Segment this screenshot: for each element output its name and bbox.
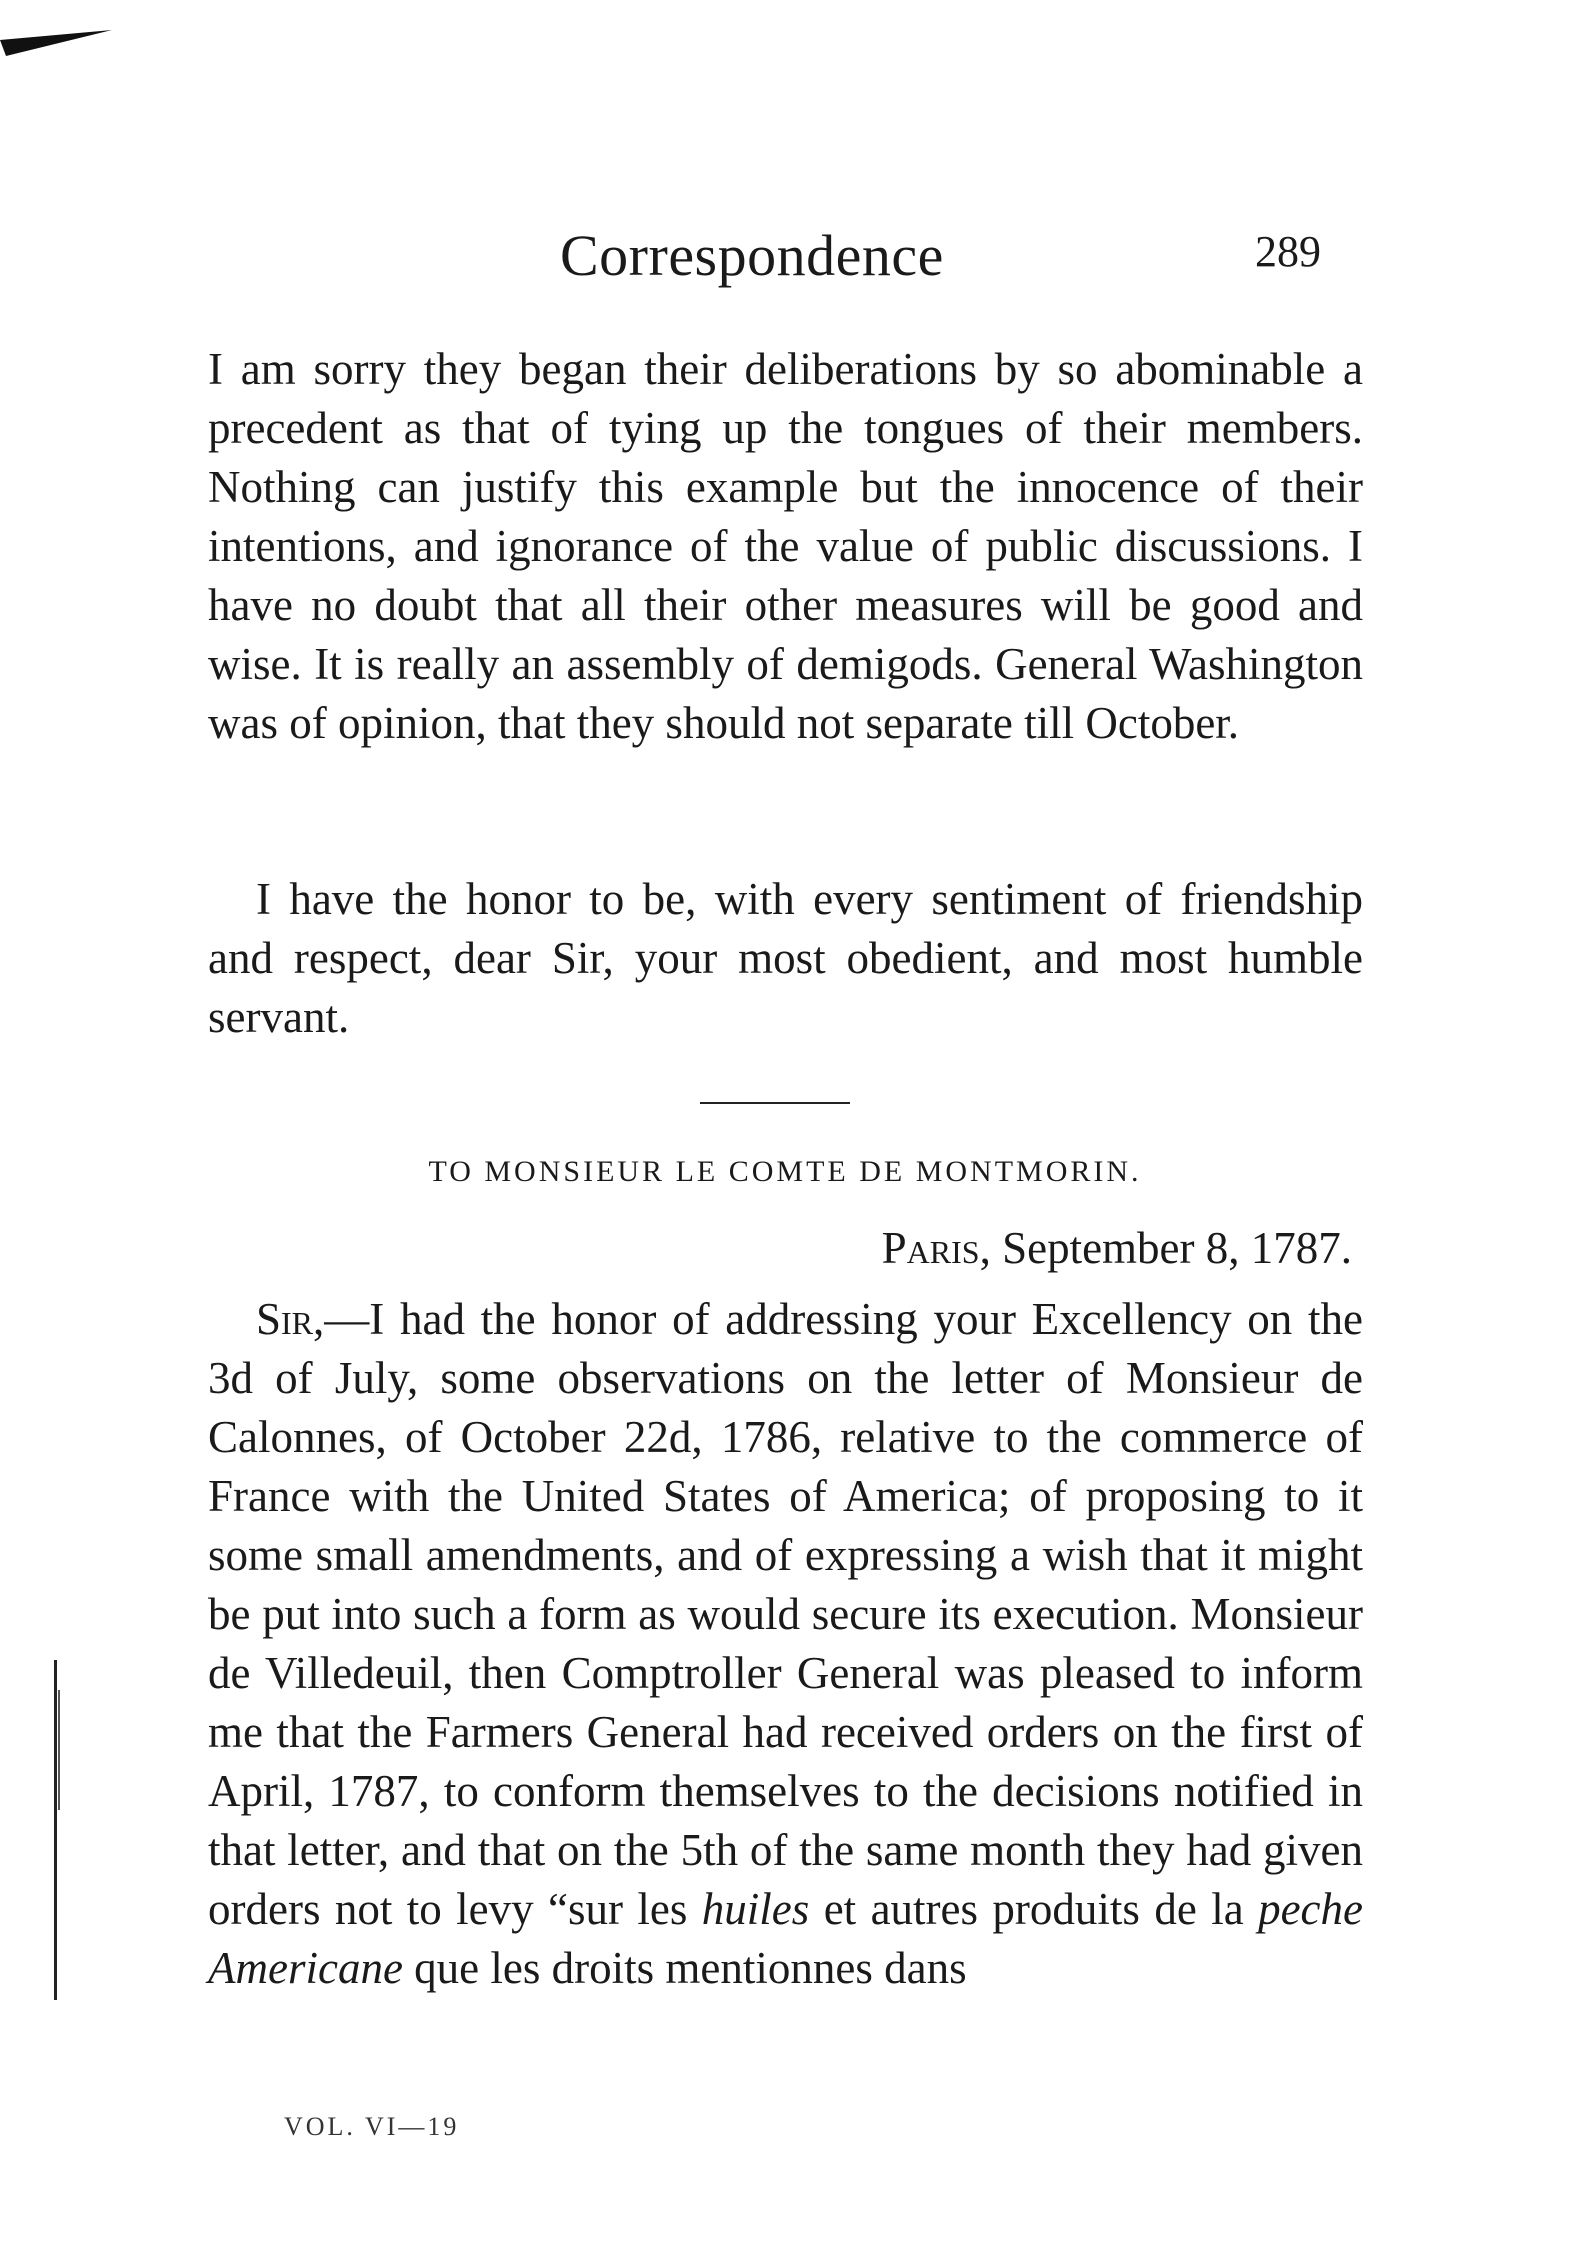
signature-mark: VOL. VI—19 — [284, 2112, 460, 2141]
paragraph-text: I am sorry they began their deliberations by so abominable a precedent as that of tying up the tongues of their members. Nothing can justify this example but the innocence of their intentions, and ignorance of the value of public discussions. I have no doubt that all their other measures will be good and wise. It is really an assembly of demigods. General Washington was of opinion, that they should not separate till October. — [208, 344, 1363, 748]
letter-conclusion-paragraph — [208, 340, 1363, 753]
body-text-part: que les droits mentionnes dans — [402, 1943, 967, 1993]
letter-body-paragraph — [208, 1290, 1363, 1998]
body-text-part: et autres produits de la — [809, 1884, 1259, 1934]
italic-term: peche Americane — [208, 1884, 1363, 1993]
page-title: Correspondence — [560, 223, 944, 288]
section-divider — [700, 1102, 850, 1104]
body-text — [208, 1290, 1363, 1998]
scan-corner-mark — [0, 30, 120, 70]
letter-heading: TO MONSIEUR LE COMTE DE MONTMORIN. — [428, 1155, 1142, 1188]
italic-term: huiles — [701, 1884, 810, 1934]
salutation: Sir — [256, 1294, 314, 1344]
running-head — [0, 222, 1570, 302]
body-text-part: ,—I had the honor of addressing your Excellency on the 3d of July, some observations on the letter of Monsieur de Calonnes, of October 22d, 1786, relative to the commerce of France with the United States of America; of proposing to it some small amendments, and of expressing a wish that it might be put into such a form as would secure its execution. Monsieur de Villedeuil, then Comptroller General was pleased to inform me that the Farmers General had received orders on the first of April, 1787, to conform themselves to the decisions notified in that letter, and that on the 5th of the same month they had given orders not to levy “sur les — [208, 1294, 1363, 1934]
closing-text: I have the honor to be, with every sentiment of friendship and respect, dear Sir, your most obedient, and most humble servant. — [208, 874, 1363, 1042]
page-number: 289 — [1255, 227, 1321, 276]
dateline-place: Paris — [881, 1223, 980, 1273]
dateline-date: , September 8, 1787. — [979, 1223, 1352, 1273]
dateline — [0, 1222, 1352, 1274]
scan-edge-mark — [52, 1660, 64, 2000]
letter-closing-paragraph — [208, 870, 1363, 1047]
